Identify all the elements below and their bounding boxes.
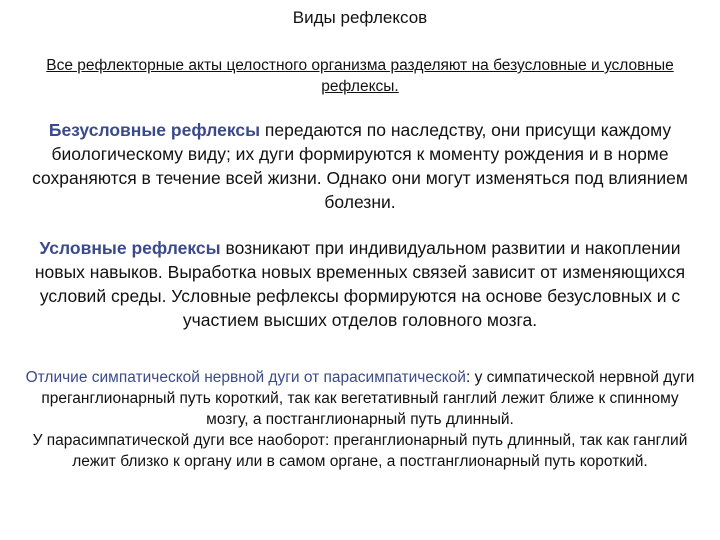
sympathetic-arc-text: : у симпатической нервной дуги преганглионарный путь короткий, так как вегетативный ганглий лежит ближе к спинному мозгу, а постганглионарный путь длинный.: [41, 369, 695, 428]
arc-difference-term: Отличие симпатической нервной дуги от парасимпатической: [25, 369, 466, 386]
conditioned-reflexes-paragraph: [22, 236, 698, 332]
parasympathetic-arc-text: У парасимпатической дуги все наоборот: преганглионарный путь длинный, так как ганглий лежит близко к органу или в самом органе, а постганглионарный путь короткий.: [32, 432, 688, 470]
unconditioned-reflexes-paragraph: [22, 118, 698, 214]
slide-title: Виды рефлексов: [292, 8, 428, 27]
sympathetic-arc-line: [22, 367, 698, 430]
intro-text: Все рефлекторные акты целостного организма разделяют на безусловные и условные рефлексы.: [46, 57, 674, 95]
unconditioned-reflexes-term: Безусловные рефлексы: [48, 120, 261, 140]
unconditioned-reflexes-text: передаются по наследству, они присущи каждому биологическому виду; их дуги формируются к моменту рождения и в норме сохраняются в течение всей жизни. Однако они могут изменяться под влиянием болезни.: [32, 120, 688, 212]
conditioned-reflexes-term: Условные рефлексы: [39, 238, 221, 258]
arc-difference-paragraph: [22, 367, 698, 472]
conditioned-reflexes-text: возникают при индивидуальном развитии и накоплении новых навыков. Выработка новых временных связей зависит от изменяющихся условий среды. Условные рефлексы формируются на основе безусловных и с участием высших отделов головного мозга.: [34, 238, 686, 330]
